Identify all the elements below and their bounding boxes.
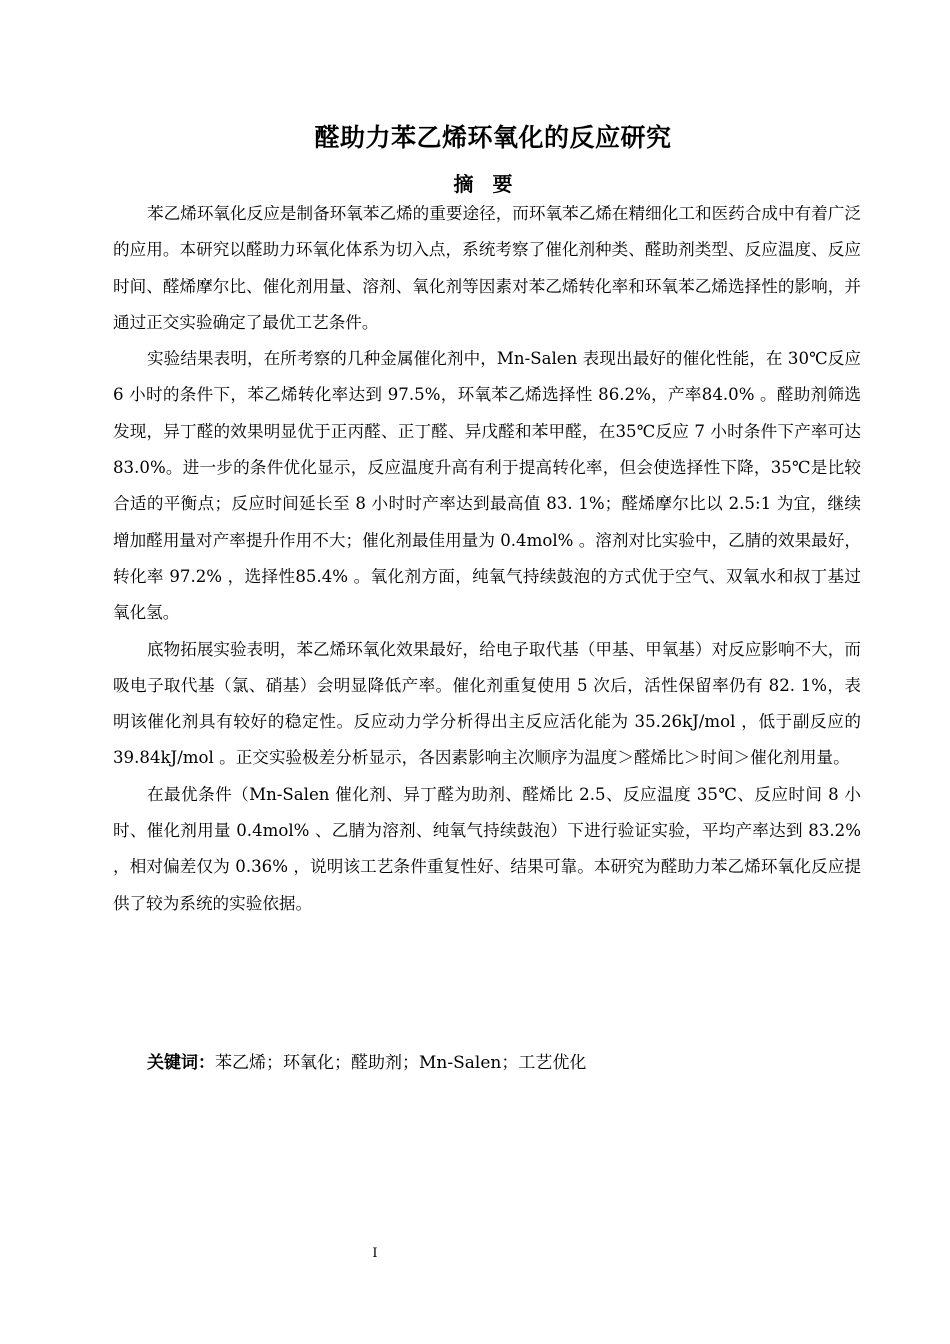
abstract-paragraph-4: 在最优条件（Mn-Salen 催化剂、异丁醛为助剂、醛烯比 2.5、反应温度 35℃、反应时间 8 小时、催化剂用量 0.4mol% 、乙腈为溶剂、纯氧气持续鼓泡）下进行验证实验，平均产率达到 83.2% ，相对偏差仅为 0.36% ，说明该工艺条件重复性好、结果可靠。本研究为醛助力苯乙烯环氧化反应提供了较为系统的实验依据。 — [113, 784, 861, 913]
keywords-label: 关键词： — [147, 1053, 215, 1073]
abstract-paragraph-2: 实验结果表明，在所考察的几种金属催化剂中，Mn-Salen 表现出最好的催化性能，在 30℃反应 6 小时的条件下，苯乙烯转化率达到 97.5%，环氧苯乙烯选择性 86.2%，产率84.0% 。醛助剂筛选发现，异丁醛的效果明显优于正丙醛、正丁醛、异戊醛和苯甲醛，在35℃反应 7 小时条件下产率可达 83.0%。进一步的条件优化显示，反应温度升高有利于提高转化率，但会使选择性下降，35℃是比较合适的平衡点；反应时间延长至 8 小时时产率达到最高值 83. 1%；醛烯摩尔比以 2.5:1 为宜，继续增加醛用量对产率提升作用不大；催化剂最佳用量为 0.4mol% 。溶剂对比实验中，乙腈的效果最好，转化率 97.2% ，选择性85.4% 。氧化剂方面，纯氧气持续鼓泡的方式优于空气、双氧水和叔丁基过氧化氢。 — [113, 349, 861, 623]
keywords-text: 苯乙烯；环氧化；醛助剂；Mn-Salen；工艺优化 — [215, 1053, 587, 1073]
keywords-line — [147, 1046, 867, 1080]
abstract-paragraph-1: 苯乙烯环氧化反应是制备环氧苯乙烯的重要途径，而环氧苯乙烯在精细化工和医药合成中有着广泛的应用。本研究以醛助力环氧化体系为切入点，系统考察了催化剂种类、醛助剂类型、反应温度、反应时间、醛烯摩尔比、催化剂用量、溶剂、氧化剂等因素对苯乙烯转化率和环氧苯乙烯选择性的影响，并通过正交实验确定了最优工艺条件。 — [113, 204, 861, 332]
abstract-body — [113, 196, 861, 922]
abstract-paragraph-3: 底物拓展实验表明，苯乙烯环氧化效果最好，给电子取代基（甲基、甲氧基）对反应影响不大，而吸电子取代基（氯、硝基）会明显降低产率。催化剂重复使用 5 次后，活性保留率仍有 82. 1%，表明该催化剂具有较好的稳定性。反应动力学分析得出主反应活化能为 35.26kJ/mol ，低于副反应的 39.84kJ/mol 。正交实验极差分析显示，各因素影响主次顺序为温度＞醛烯比＞时间＞催化剂用量。 — [113, 639, 861, 768]
page-number: I — [372, 1246, 378, 1261]
abstract-heading: 摘 要 — [453, 172, 519, 196]
document-title: 醛助力苯乙烯环氧化的反应研究 — [314, 123, 672, 152]
